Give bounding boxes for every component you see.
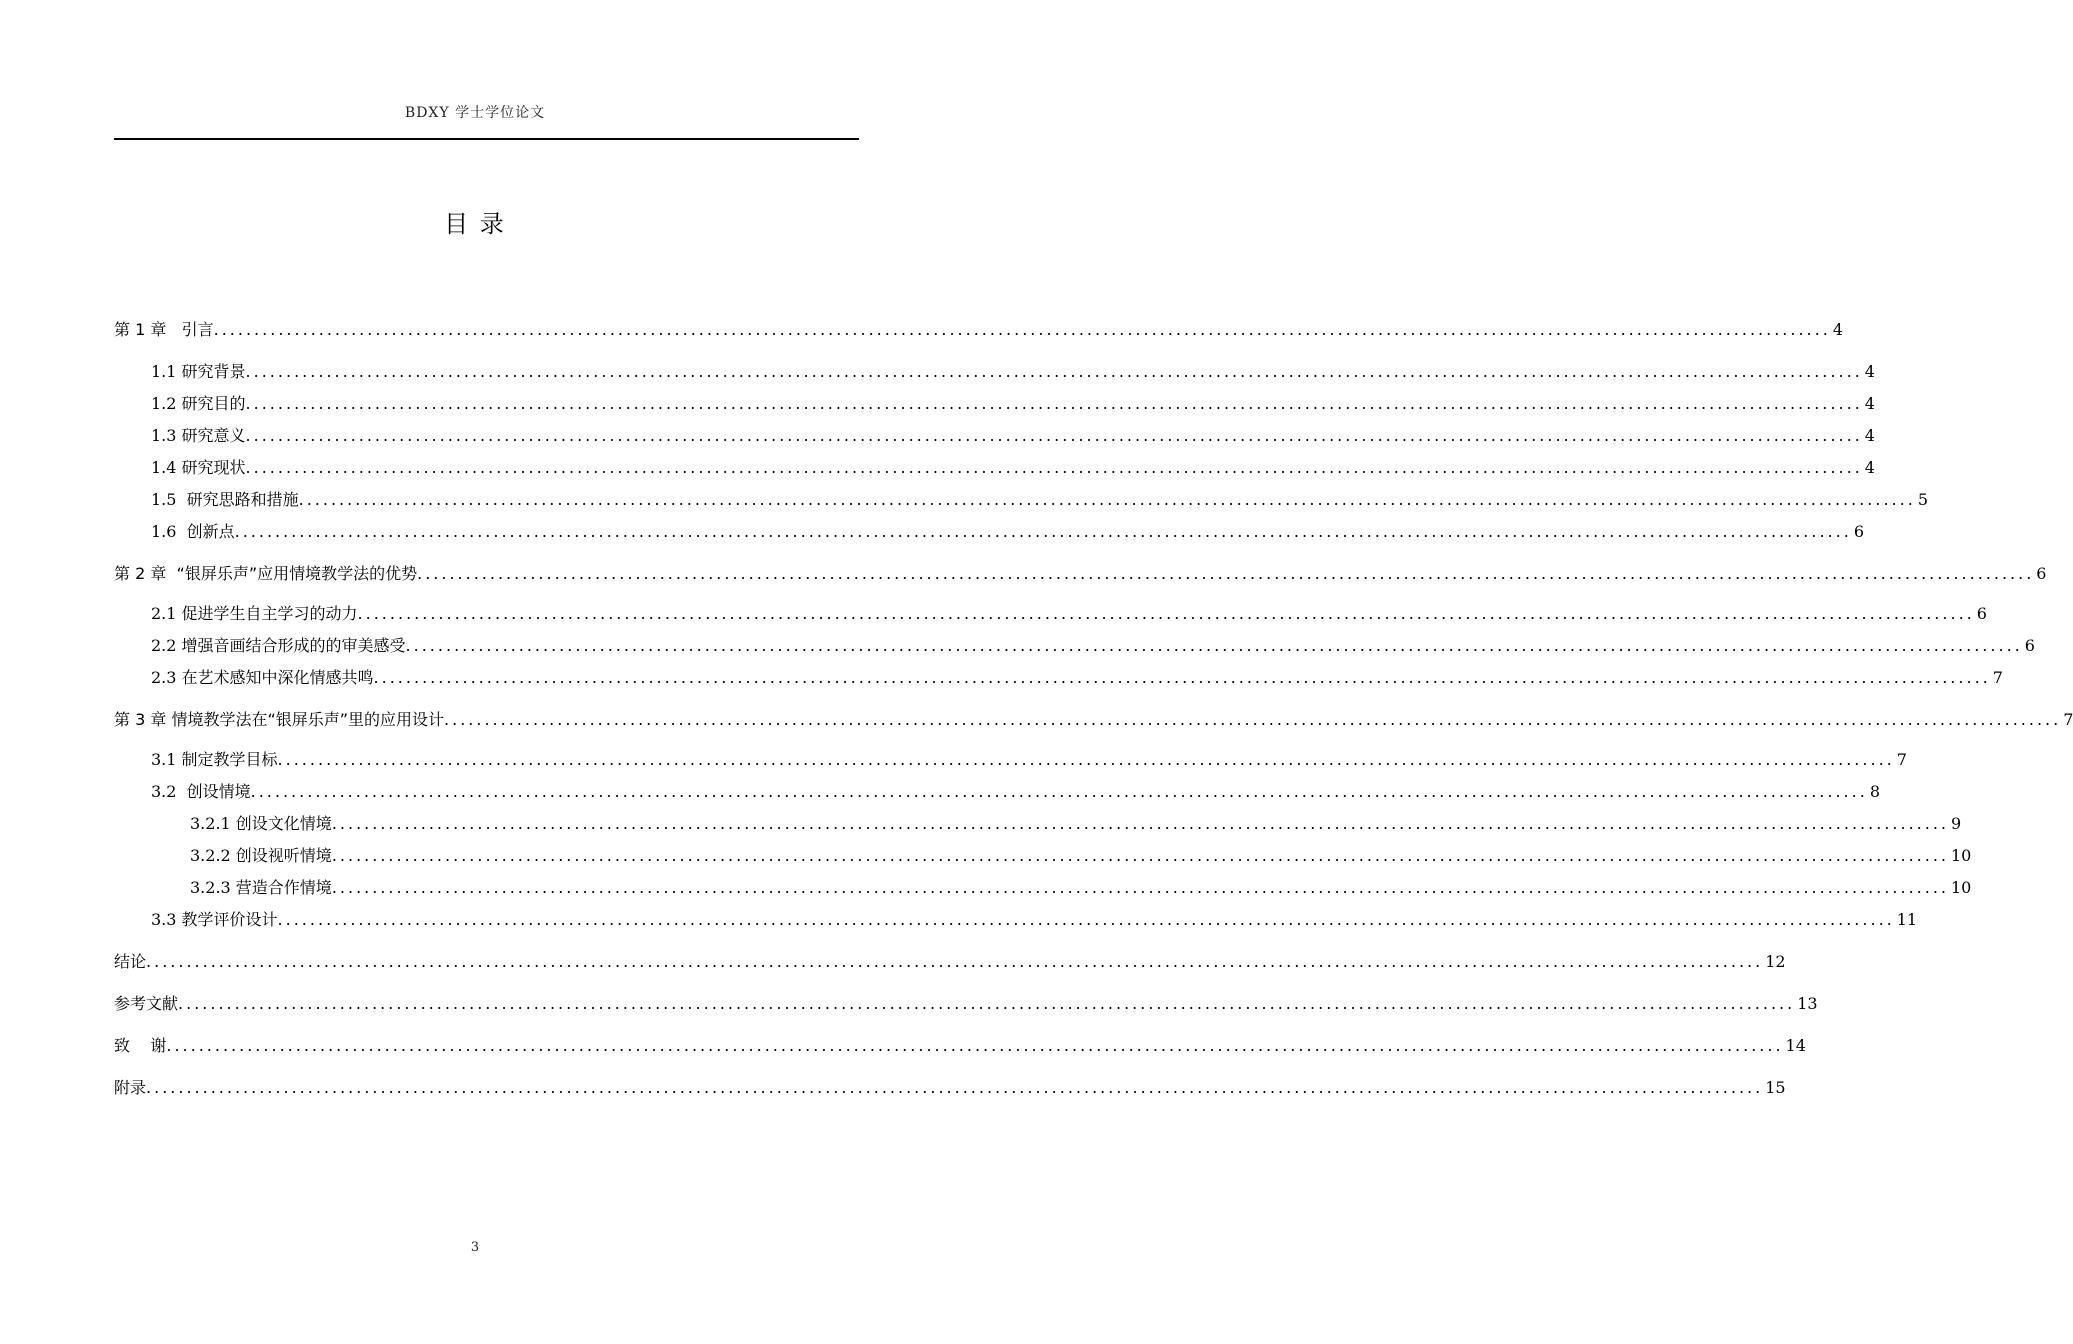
toc-entry-page-number: 14 xyxy=(1785,1036,1806,1055)
toc-entry[interactable] xyxy=(114,1034,1806,1058)
toc-dot-leader: ........................................................................................................................................................................................................ xyxy=(277,910,1895,929)
toc-dot-leader: ........................................................................................................................................................................................................ xyxy=(245,458,1863,477)
toc-dot-leader: ........................................................................................................................................................................................................ xyxy=(444,710,2062,729)
toc-entry[interactable] xyxy=(151,392,1875,416)
toc-entry[interactable] xyxy=(114,992,1818,1016)
toc-entry-label: 3.1 制定教学目标 xyxy=(151,750,278,769)
toc-entry-page-number: 10 xyxy=(1951,878,1972,897)
toc-dot-leader: ........................................................................................................................................................................................................ xyxy=(245,394,1863,413)
toc-entry-page-number: 4 xyxy=(1864,362,1875,381)
toc-entry[interactable] xyxy=(151,634,2035,658)
toc-entry[interactable] xyxy=(151,908,1918,932)
toc-entry-page-number: 11 xyxy=(1896,910,1918,929)
toc-entry[interactable] xyxy=(114,708,2073,732)
toc-dot-leader: ........................................................................................................................................................................................................ xyxy=(405,636,2023,655)
toc-entry-label: 3.2.3 营造合作情境 xyxy=(190,878,332,897)
toc-dot-leader: ........................................................................................................................................................................................................ xyxy=(277,750,1895,769)
toc-dot-leader: ........................................................................................................................................................................................................ xyxy=(178,994,1796,1013)
toc-dot-leader: ........................................................................................................................................................................................................ xyxy=(146,952,1764,971)
toc-entry-page-number: 12 xyxy=(1765,952,1786,971)
toc-dot-leader: ........................................................................................................................................................................................................ xyxy=(417,564,2035,583)
toc-dot-leader: ........................................................................................................................................................................................................ xyxy=(298,490,1916,509)
toc-dot-leader: ........................................................................................................................................................................................................ xyxy=(250,782,1868,801)
toc-entry-label: 第 2 章 “银屏乐声”应用情境教学法的优势 xyxy=(114,564,418,583)
toc-dot-leader: ........................................................................................................................................................................................................ xyxy=(245,426,1863,445)
toc-dot-leader: ........................................................................................................................................................................................................ xyxy=(373,668,1991,687)
toc-entry-page-number: 8 xyxy=(1869,782,1880,801)
toc-entry-page-number: 6 xyxy=(2024,636,2035,655)
page-number: 3 xyxy=(470,1240,480,1255)
toc-entry[interactable] xyxy=(151,748,1907,772)
toc-entry-page-number: 5 xyxy=(1917,490,1928,509)
toc-dot-leader: ........................................................................................................................................................................................................ xyxy=(357,604,1975,623)
toc-entry-label: 2.2 增强音画结合形成的的审美感受 xyxy=(151,636,406,655)
toc-entry-page-number: 6 xyxy=(2036,564,2047,583)
toc-dot-leader: ........................................................................................................................................................................................................ xyxy=(331,846,1949,865)
toc-entry[interactable] xyxy=(190,876,1972,900)
toc-entry-page-number: 7 xyxy=(1992,668,2003,687)
toc-entry-label: 参考文献 xyxy=(114,994,179,1013)
toc-entry-label: 第 1 章 引言 xyxy=(114,320,214,339)
toc-entry-page-number: 4 xyxy=(1864,394,1875,413)
toc-entry-label: 2.3 在艺术感知中深化情感共鸣 xyxy=(151,668,374,687)
toc-entry-label: 1.2 研究目的 xyxy=(151,394,246,413)
toc-entry-label: 3.3 教学评价设计 xyxy=(151,910,278,929)
toc-entry-label: 3.2 创设情境 xyxy=(151,782,251,801)
toc-entry-label: 结论 xyxy=(114,952,147,971)
running-header: BDXY 学士学位论文 xyxy=(404,105,546,121)
toc-entry-label: 1.5 研究思路和措施 xyxy=(151,490,299,509)
toc-entry-label: 1.3 研究意义 xyxy=(151,426,246,445)
toc-entry-label: 致 谢 xyxy=(114,1036,167,1055)
toc-entry-page-number: 4 xyxy=(1832,320,1843,339)
toc-entry-page-number: 13 xyxy=(1797,994,1818,1013)
toc-entry-label: 1.4 研究现状 xyxy=(151,458,246,477)
toc-entry[interactable] xyxy=(114,318,1843,342)
toc-entry[interactable] xyxy=(151,666,2003,690)
toc-dot-leader: ........................................................................................................................................................................................................ xyxy=(166,1036,1784,1055)
toc-dot-leader: ........................................................................................................................................................................................................ xyxy=(245,362,1863,381)
header-divider xyxy=(114,138,859,140)
toc-entry[interactable] xyxy=(114,950,1786,974)
toc-entry-label: 3.2.2 创设视听情境 xyxy=(190,846,332,865)
toc-entry-page-number: 10 xyxy=(1951,846,1972,865)
toc-entry[interactable] xyxy=(151,424,1875,448)
toc-entry-page-number: 6 xyxy=(1853,522,1864,541)
toc-entry[interactable] xyxy=(151,520,1864,544)
toc-entry-page-number: 4 xyxy=(1864,458,1875,477)
toc-entry-label: 1.6 创新点 xyxy=(151,522,235,541)
page-title: 目 录 xyxy=(444,210,506,238)
toc-entry-page-number: 15 xyxy=(1765,1078,1786,1097)
toc-dot-leader: ........................................................................................................................................................................................................ xyxy=(331,878,1949,897)
toc-entry-page-number: 6 xyxy=(1976,604,1987,623)
toc-entry[interactable] xyxy=(151,602,1987,626)
toc-dot-leader: ........................................................................................................................................................................................................ xyxy=(331,814,1949,833)
toc-entry[interactable] xyxy=(151,780,1880,804)
toc-entry[interactable] xyxy=(151,360,1875,384)
toc-entry[interactable] xyxy=(151,456,1875,480)
toc-entry[interactable] xyxy=(190,844,1972,868)
toc-entry-page-number: 7 xyxy=(1896,750,1907,769)
toc-entry-label: 2.1 促进学生自主学习的动力 xyxy=(151,604,358,623)
toc-entry[interactable] xyxy=(190,812,1962,836)
toc-entry[interactable] xyxy=(114,1076,1786,1100)
toc-entry-page-number: 4 xyxy=(1864,426,1875,445)
toc-dot-leader: ........................................................................................................................................................................................................ xyxy=(234,522,1852,541)
toc-entry-label: 第 3 章 情境教学法在“银屏乐声”里的应用设计 xyxy=(114,710,445,729)
toc-entry-page-number: 9 xyxy=(1951,814,1962,833)
toc-entry-label: 3.2.1 创设文化情境 xyxy=(190,814,332,833)
toc-entry-label: 1.1 研究背景 xyxy=(151,362,246,381)
toc-entry[interactable] xyxy=(151,488,1928,512)
toc-entry-page-number: 7 xyxy=(2063,710,2073,729)
toc-dot-leader: ........................................................................................................................................................................................................ xyxy=(146,1078,1764,1097)
toc-entry[interactable] xyxy=(114,562,2047,586)
toc-dot-leader: ........................................................................................................................................................................................................ xyxy=(213,320,1831,339)
toc-entry-label: 附录 xyxy=(114,1078,147,1097)
